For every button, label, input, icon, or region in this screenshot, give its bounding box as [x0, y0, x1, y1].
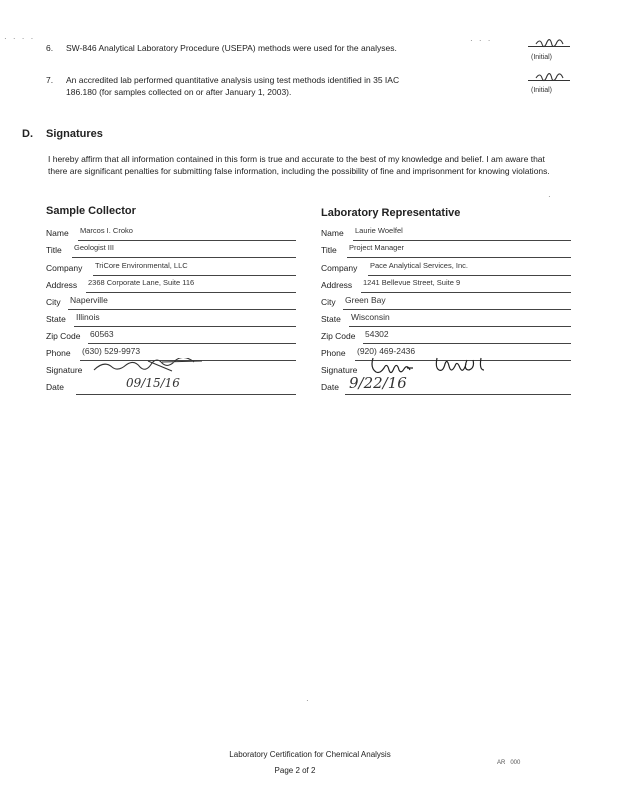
lab-name-value: Laurie Woelfel	[355, 226, 403, 235]
lab-title-row	[321, 244, 571, 260]
lab-address-row	[321, 279, 571, 295]
state-label: State	[321, 314, 341, 324]
zip-label: Zip Code	[46, 331, 81, 341]
collector-address-row	[46, 279, 296, 295]
zip-label: Zip Code	[321, 331, 356, 341]
sample-collector-heading: Sample Collector	[46, 205, 136, 217]
collector-city-field[interactable]	[68, 295, 296, 310]
phone-label: Phone	[321, 348, 346, 358]
collector-phone-value: (630) 529-9973	[82, 346, 141, 356]
scan-noise: ·	[306, 696, 311, 705]
lab-address-field[interactable]	[361, 278, 571, 293]
collector-company-value: TriCore Environmental, LLC	[95, 261, 188, 270]
item-6-initial-mark	[532, 36, 572, 50]
item-6-initial-line	[528, 46, 570, 47]
lab-name-row	[321, 227, 571, 243]
affirmation-text: I hereby affirm that all information contained in this form is true and accurate to the best of my knowledge and belief. I am aware that there are significant penalties for submitting false information, including the possibility of fine and imprisonment for knowing violations.	[48, 154, 550, 176]
lab-state-row	[321, 313, 571, 329]
signature-label: Signature	[321, 365, 358, 375]
state-label: State	[46, 314, 66, 324]
date-label: Date	[321, 382, 339, 392]
lab-address-value: 1241 Bellevue Street, Suite 9	[363, 278, 461, 287]
lab-city-row	[321, 296, 571, 312]
lab-zip-value: 54302	[365, 329, 389, 339]
item-7-initial-mark	[532, 70, 572, 84]
collector-address-field[interactable]	[86, 278, 296, 293]
lab-company-field[interactable]	[368, 261, 571, 276]
lab-state-value: Wisconsin	[351, 312, 390, 322]
lab-representative-block	[321, 205, 571, 405]
lab-phone-value: (920) 469-2436	[357, 346, 416, 356]
lab-city-value: Green Bay	[345, 295, 386, 305]
collector-title-value: Geologist III	[74, 243, 115, 252]
collector-title-row	[46, 244, 296, 260]
lab-date-row	[321, 374, 571, 397]
item-7-initial-label: (Initial)	[531, 87, 553, 94]
collector-name-field[interactable]	[78, 226, 296, 241]
lab-title-field[interactable]	[347, 243, 571, 258]
lab-title-value: Project Manager	[349, 243, 405, 252]
sample-collector-block	[46, 205, 296, 405]
signature-label: Signature	[46, 365, 83, 375]
item-7-text-line2: 186.180 (for samples collected on or after January 1, 2003).	[66, 87, 292, 97]
collector-title-field[interactable]	[72, 243, 296, 258]
collector-zip-row	[46, 330, 296, 346]
collector-city-row	[46, 296, 296, 312]
collector-date-value: 09/15/16	[126, 376, 180, 390]
collector-state-row	[46, 313, 296, 329]
item-6-number: 6.	[46, 43, 54, 53]
scan-noise: · · ·	[470, 36, 493, 45]
company-label: Company	[321, 263, 358, 273]
phone-label: Phone	[46, 348, 71, 358]
collector-zip-value: 60563	[90, 329, 114, 339]
item-7-number: 7.	[46, 75, 54, 85]
date-label: Date	[46, 382, 64, 392]
collector-date-row	[46, 376, 296, 397]
item-6-initial-label: (Initial)	[531, 54, 553, 61]
footer-title: Laboratory Certification for Chemical Analysis	[229, 750, 391, 759]
collector-address-value: 2368 Corporate Lane, Suite 116	[88, 278, 195, 287]
collector-state-value: Illinois	[76, 312, 100, 322]
footer-code: AR 000	[497, 760, 521, 766]
collector-name-value: Marcos I. Croko	[80, 226, 133, 235]
company-label: Company	[46, 263, 83, 273]
address-label: Address	[46, 280, 78, 290]
item-7-text-line1: An accredited lab performed quantitative analysis using test methods identified in 35 IAC	[66, 75, 400, 85]
lab-company-value: Pace Analytical Services, Inc.	[370, 261, 468, 270]
item-7-initial-line	[528, 80, 570, 81]
collector-city-value: Naperville	[70, 295, 108, 305]
collector-signature-field[interactable]	[92, 364, 296, 378]
lab-city-field[interactable]	[343, 295, 571, 310]
lab-name-field[interactable]	[353, 226, 571, 241]
section-title: Signatures	[46, 128, 103, 140]
scan-noise: ·	[548, 192, 553, 201]
title-label: Title	[46, 245, 62, 255]
city-label: City	[321, 297, 336, 307]
collector-date-field[interactable]	[76, 376, 296, 395]
collector-company-field[interactable]	[93, 261, 296, 276]
title-label: Title	[321, 245, 337, 255]
collector-name-row	[46, 227, 296, 243]
footer-page-number: Page 2 of 2	[274, 766, 316, 775]
lab-zip-row	[321, 330, 571, 346]
collector-company-row	[46, 262, 296, 278]
lab-zip-field[interactable]	[363, 329, 571, 344]
collector-signature-graphic	[92, 358, 222, 376]
name-label: Name	[321, 228, 344, 238]
address-label: Address	[321, 280, 353, 290]
lab-state-field[interactable]	[349, 312, 571, 327]
lab-company-row	[321, 262, 571, 278]
lab-representative-heading: Laboratory Representative	[321, 207, 461, 219]
collector-zip-field[interactable]	[88, 329, 296, 344]
lab-signature-graphic	[367, 354, 517, 376]
section-letter: D.	[22, 128, 33, 140]
lab-date-field[interactable]	[345, 374, 571, 395]
collector-state-field[interactable]	[74, 312, 296, 327]
item-6-text: SW-846 Analytical Laboratory Procedure (USEPA) methods were used for the analyses.	[66, 43, 397, 53]
scan-noise: · · · ·	[4, 34, 36, 43]
city-label: City	[46, 297, 61, 307]
lab-date-value: 9/22/16	[349, 374, 407, 392]
name-label: Name	[46, 228, 69, 238]
